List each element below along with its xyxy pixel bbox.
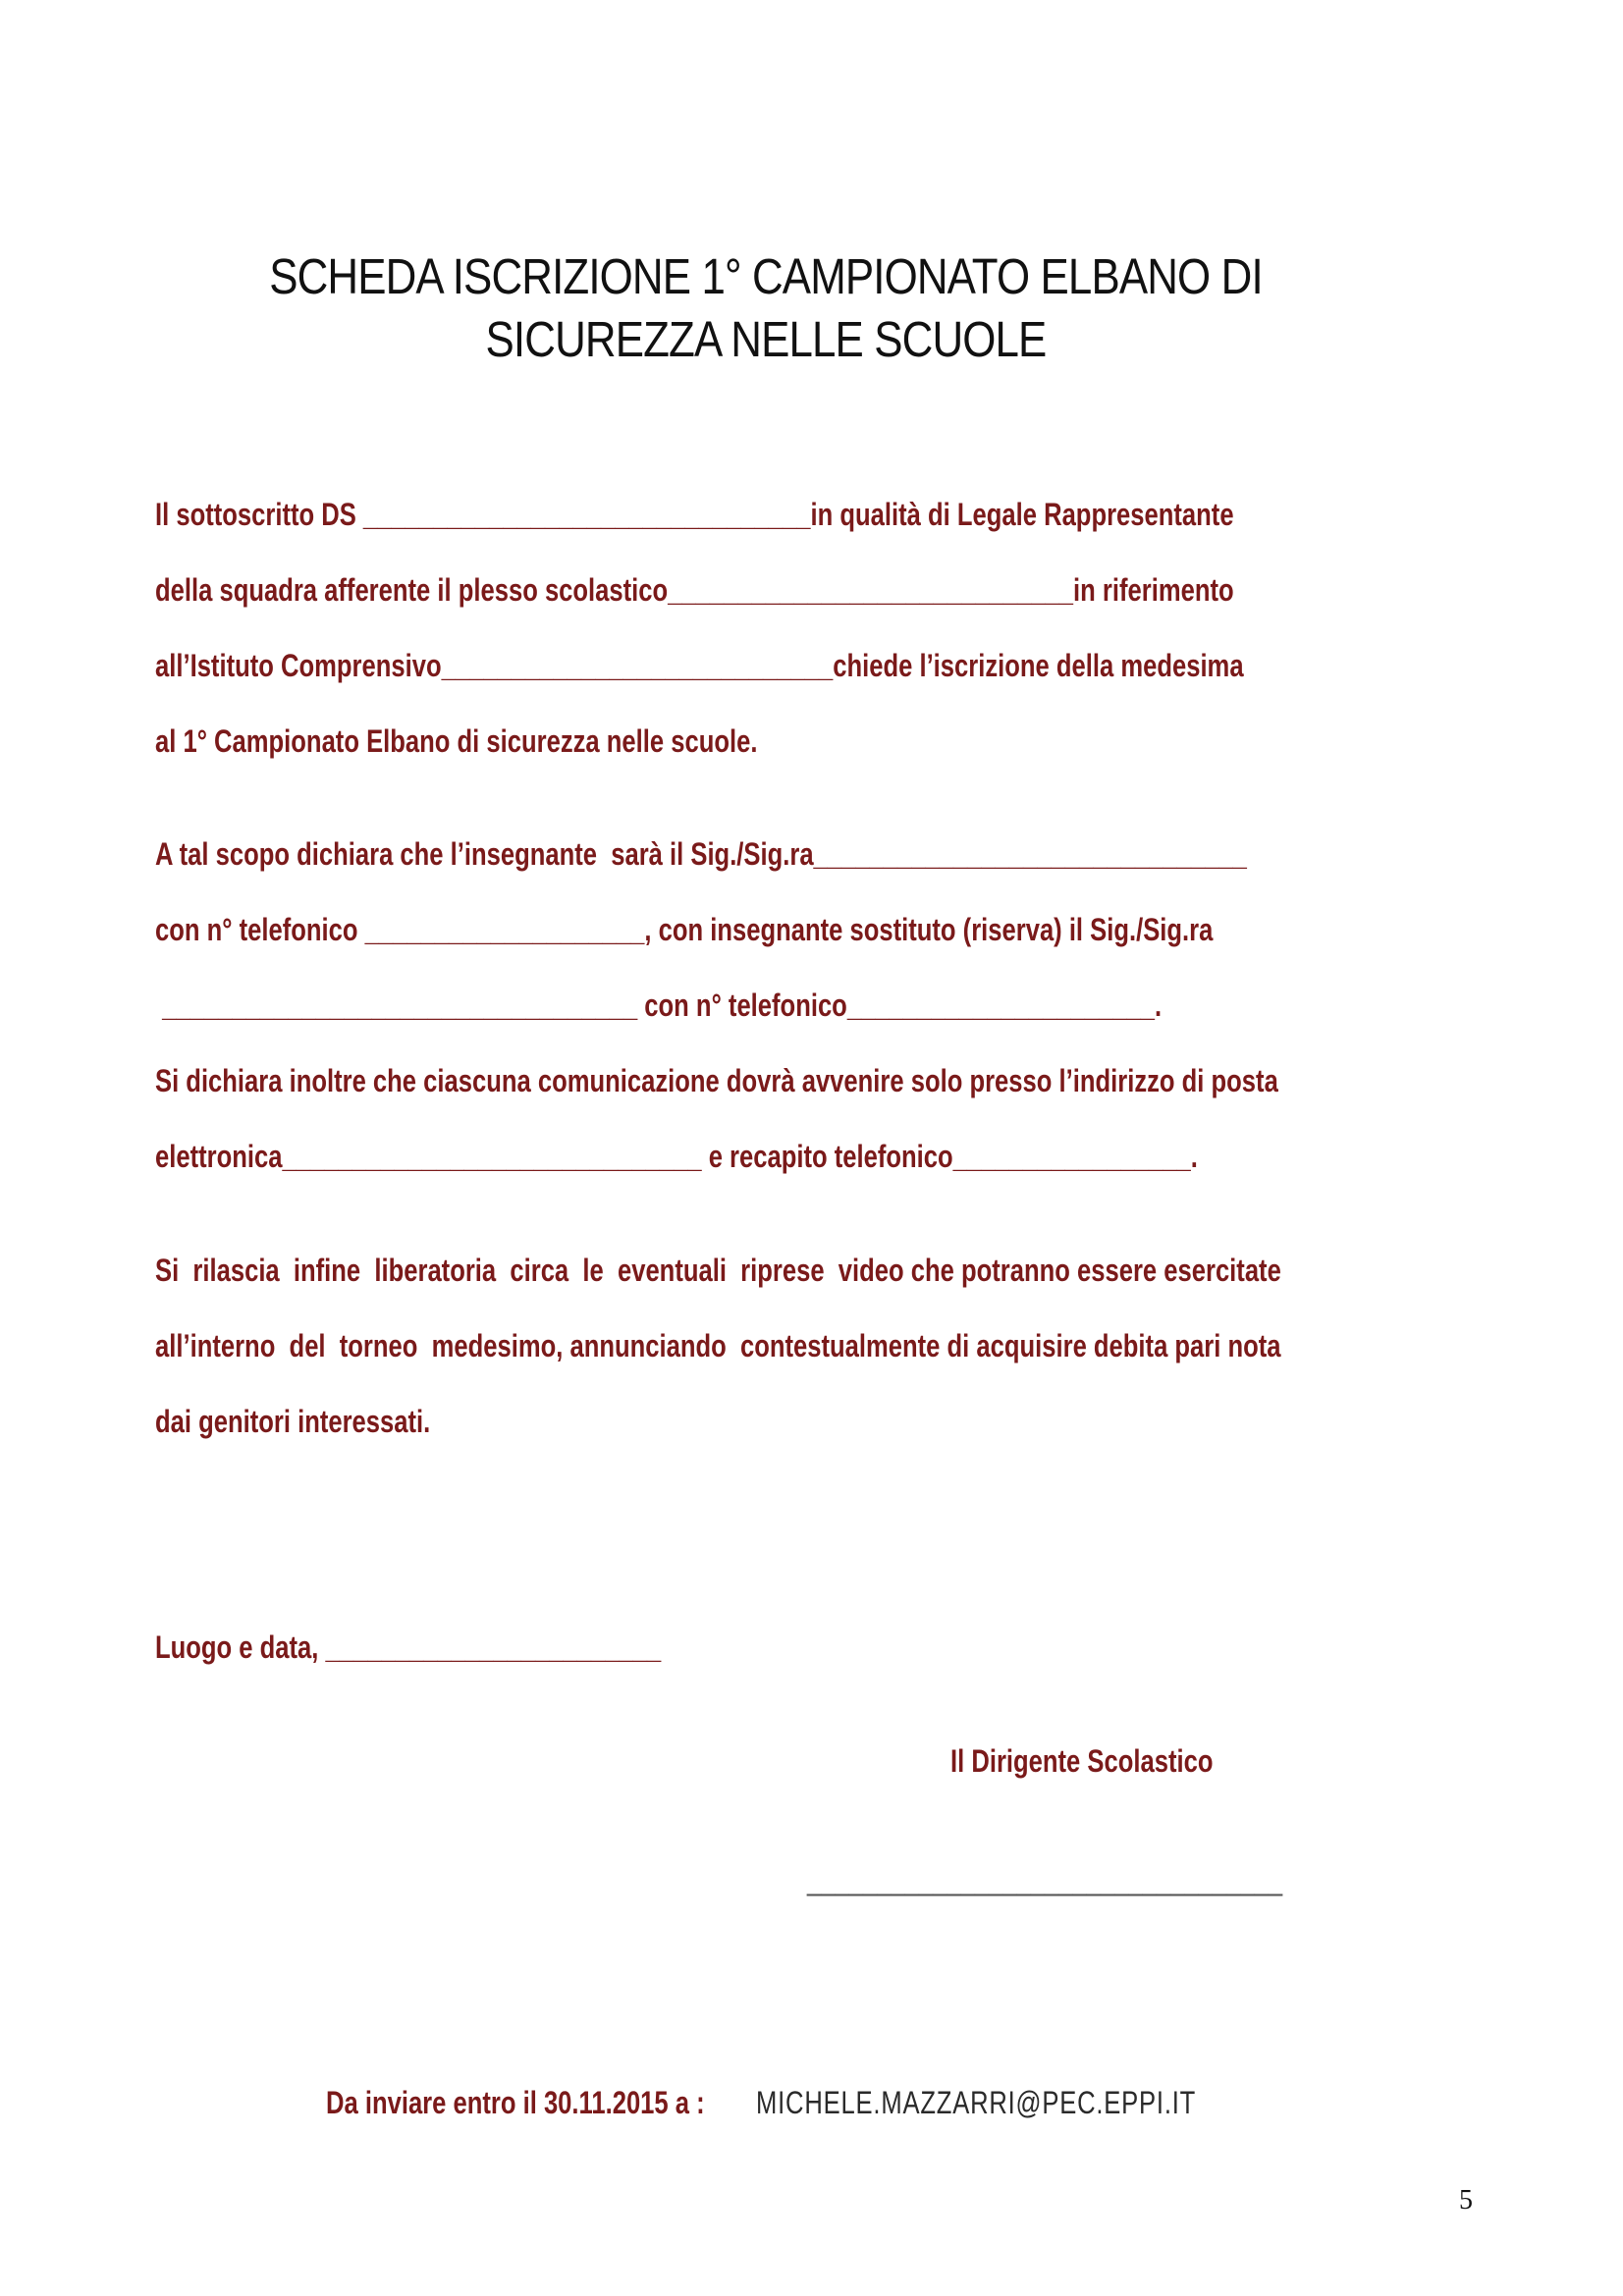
footer-email: MICHELE.MAZZARRI@PEC.EPPI.IT	[756, 2085, 1197, 2120]
form-title-line-2: SICUREZZA NELLE SCUOLE	[485, 311, 1047, 367]
release-line-1: Si rilascia infine liberatoria circa le eventuali riprese video che potranno essere esercitate	[155, 1253, 1281, 1288]
communication-line-2: elettronica______________________________ e recapito telefonico_________________.	[155, 1139, 1198, 1174]
declaration-line-3: all’Istituto Comprensivo____________________________chiede l’iscrizione della medesima	[155, 648, 1244, 683]
signature-line: __________________________________	[807, 1861, 1283, 1896]
teacher-line-3: __________________________________ con n° telefonico______________________.	[155, 988, 1163, 1023]
teacher-line-1: A tal scopo dichiara che l’insegnante sarà il Sig./Sig.ra_______________________________	[155, 836, 1247, 872]
page-number: 5	[1459, 2185, 1473, 2216]
release-line-2: all’interno del torneo medesimo, annunciando contestualmente di acquisire debita pari nota	[155, 1328, 1281, 1363]
release-line-3: dai genitori interessati.	[155, 1404, 431, 1439]
place-date-field: Luogo e data, ________________________	[155, 1629, 662, 1665]
footer-send-text: Da inviare entro il 30.11.2015 a :	[326, 2085, 705, 2120]
form-title-line-1: SCHEDA ISCRIZIONE 1° CAMPIONATO ELBANO DI	[269, 248, 1263, 304]
communication-line-1: Si dichiara inoltre che ciascuna comunicazione dovrà avvenire solo presso l’indirizzo di posta	[155, 1063, 1278, 1098]
declaration-line-1: Il sottoscritto DS ________________________________in qualità di Legale Rappresentante	[155, 497, 1234, 532]
declaration-line-2: della squadra afferente il plesso scolastico_____________________________in riferimento	[155, 572, 1234, 608]
teacher-line-2: con n° telefonico ____________________, con insegnante sostituto (riserva) il Sig./Sig.ra	[155, 912, 1214, 947]
declaration-line-4: al 1° Campionato Elbano di sicurezza nelle scuole.	[155, 723, 758, 759]
signature-label: Il Dirigente Scolastico	[950, 1743, 1214, 1779]
